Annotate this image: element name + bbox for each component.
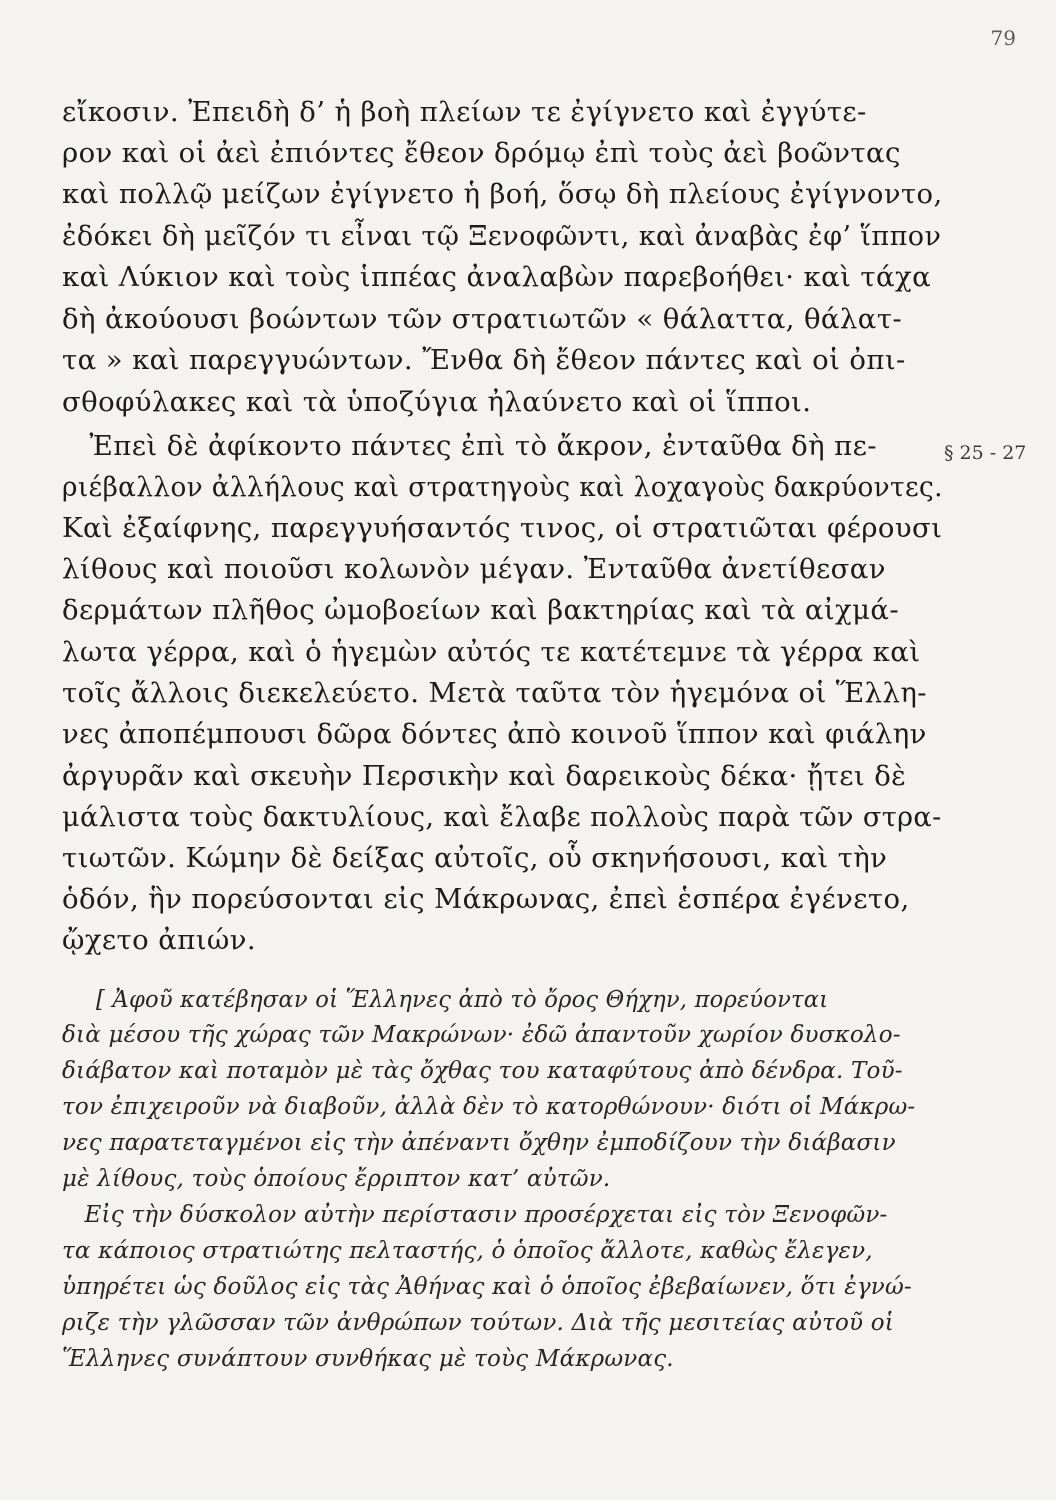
margin-section-reference: § 25 - 27 xyxy=(944,442,1027,464)
text-line: ᾤχετο ἀπιών. xyxy=(62,924,256,956)
text-line: σθοφύλακες καὶ τὰ ὑποζύγια ἠλαύνετο καὶ οἱ ἵπποι. xyxy=(62,386,812,418)
text-line: ἐδόκει δὴ μεῖζόν τι εἶναι τῷ Ξενοφῶντι, καὶ ἀναβὰς ἐφ’ ἵππον xyxy=(62,220,942,252)
text-line: τιωτῶν. Κώμην δὲ δείξας αὐτοῖς, οὗ σκηνήσουσι, καὶ τὴν xyxy=(62,842,888,874)
text-line: δὴ ἀκούουσι βοώντων τῶν στρατιωτῶν « θάλαττα, θάλατ- xyxy=(62,303,903,335)
text-line: τοῖς ἄλλοις διεκελεύετο. Μετὰ ταῦτα τὸν ἡγεμόνα οἱ Ἕλλη- xyxy=(62,677,927,709)
summary-line: διάβατον καὶ ποταμὸν μὲ τὰς ὄχθας του καταφύτους ἀπὸ δένδρα. Τοῦ- xyxy=(62,1058,903,1084)
text-line: ρον καὶ οἱ ἀεὶ ἐπιόντες ἔθεον δρόμῳ ἐπὶ τοὺς ἀεὶ βοῶντας xyxy=(62,137,901,169)
text-line: νες ἀποπέμπουσι δῶρα δόντες ἀπὸ κοινοῦ ἵππον καὶ φιάλην xyxy=(62,718,927,750)
text-line: λωτα γέρρα, καὶ ὁ ἡγεμὼν αὐτός τε κατέτεμνε τὰ γέρρα καὶ xyxy=(62,636,921,668)
summary-line: νες παρατεταγμένοι εἰς τὴν ἀπέναντι ὄχθην ἐμποδίζουν τὴν διάβασιν xyxy=(62,1130,896,1156)
text-line: Ἐπεὶ δὲ ἀφίκοντο πάντες ἐπὶ τὸ ἄκρον, ἐνταῦθα δὴ πε- xyxy=(62,430,877,462)
text-line: ριέβαλλον ἀλλήλους καὶ στρατηγοὺς καὶ λοχαγοὺς δακρύοντες. xyxy=(62,471,943,503)
text-line: καὶ πολλῷ μείζων ἐγίγνετο ἡ βοή, ὅσῳ δὴ πλείους ἐγίγνοντο, xyxy=(62,178,943,210)
text-line: καὶ Λύκιον καὶ τοὺς ἱππέας ἀναλαβὼν παρεβοήθει· καὶ τάχα xyxy=(62,261,932,293)
summary-line: [ Ἀφοῦ κατέβησαν οἱ Ἕλληνες ἀπὸ τὸ ὄρος Θήχην, πορεύονται xyxy=(96,987,829,1013)
summary-line: ριζε τὴν γλῶσσαν τῶν ἀνθρώπων τούτων. Διὰ τῆς μεσιτείας αὐτοῦ οἱ xyxy=(62,1310,894,1336)
page-number: 79 xyxy=(990,26,1016,50)
summary-line: Ἕλληνες συνάπτουν συνθήκας μὲ τοὺς Μάκρωνας. xyxy=(62,1346,674,1372)
summary-line: διὰ μέσου τῆς χώρας τῶν Μακρώνων· ἐδῶ ἀπαντοῦν χωρίον δυσκολο- xyxy=(62,1022,901,1048)
text-line: εἴκοσιν. Ἐπειδὴ δ’ ἡ βοὴ πλείων τε ἐγίγνετο καὶ ἐγγύτε- xyxy=(62,96,867,128)
summary-line: μὲ λίθους, τοὺς ὁποίους ἔρριπτον κατ’ αὐτῶν. xyxy=(62,1166,611,1192)
text-line: ἀργυρᾶν καὶ σκευὴν Περσικὴν καὶ δαρεικοὺς δέκα· ᾔτει δὲ xyxy=(62,760,907,792)
text-line: λίθους καὶ ποιοῦσι κολωνὸν μέγαν. Ἐνταῦθα ἀνετίθεσαν xyxy=(62,553,886,585)
summary-line: τον ἐπιχειροῦν νὰ διαβοῦν, ἀλλὰ δὲν τὸ κατορθώνουν· διότι οἱ Μάκρω- xyxy=(62,1094,916,1120)
summary-line: Εἰς τὴν δύσκολον αὐτὴν περίστασιν προσέρχεται εἰς τὸν Ξενοφῶν- xyxy=(62,1202,888,1228)
text-line: μάλιστα τοὺς δακτυλίους, καὶ ἔλαβε πολλοὺς παρὰ τῶν στρα- xyxy=(62,801,942,833)
text-line: Καὶ ἐξαίφνης, παρεγγυήσαντός τινος, οἱ στρατιῶται φέρουσι xyxy=(62,512,943,544)
text-line: δερμάτων πλῆθος ὠμοβοείων καὶ βακτηρίας καὶ τὰ αἰχμά- xyxy=(62,594,900,626)
text-line: τα » καὶ παρεγγυώντων. Ἔνθα δὴ ἔθεον πάντες καὶ οἱ ὀπι- xyxy=(62,344,906,376)
text-line: ὁδόν, ἣν πορεύσονται εἰς Μάκρωνας, ἐπεὶ ἑσπέρα ἐγένετο, xyxy=(62,883,910,915)
summary-line: τα κάποιος στρατιώτης πελταστής, ὁ ὁποῖος ἄλλοτε, καθὼς ἔλεγεν, xyxy=(62,1238,873,1264)
summary-line: ὑπηρέτει ὡς δοῦλος εἰς τὰς Ἀθήνας καὶ ὁ ὁποῖος ἐβεβαίωνεν, ὅτι ἐγνώ- xyxy=(62,1274,912,1300)
